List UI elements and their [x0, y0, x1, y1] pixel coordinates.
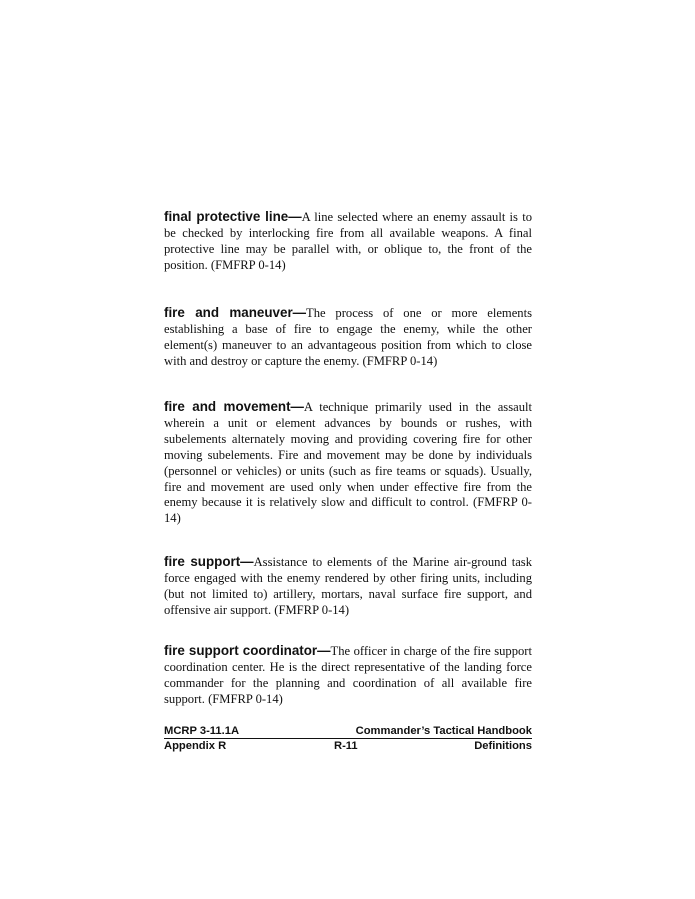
handbook-title: Commander’s Tactical Handbook: [355, 725, 532, 737]
definition-text: A line selected where an enemy assault is to be checked by interlocking fire from all available weapons. A final protective line may be parallel with, or oblique to, the front of the position. (FMFRP 0-14): [164, 210, 532, 272]
page-footer: [164, 724, 532, 753]
definition-term: fire and maneuver—: [164, 305, 307, 320]
footer-top-row: [164, 724, 532, 738]
footer-bottom-row: [164, 739, 532, 753]
definition-term: fire support—: [164, 554, 254, 569]
definition-entry: [164, 399, 532, 527]
definition-term: fire support coordinator—: [164, 643, 331, 658]
section-label: Definitions: [474, 740, 532, 752]
definition-entry: [164, 554, 532, 619]
definition-entry: [164, 209, 532, 274]
page-number: R-11: [334, 740, 358, 752]
definition-text: The officer in charge of the fire support coordination center. He is the direct representative of the landing force commander for the planning and coordination of all available fire support. (FMFRP 0-14): [164, 644, 532, 706]
definition-term: final protective line—: [164, 209, 302, 224]
definition-entry: [164, 643, 532, 708]
definition-text: A technique primarily used in the assault wherein a unit or element advances by bounds or rushes, with subelements alternately moving and providing covering fire for other moving subelements. Fire and movement may be done by individuals (personnel or vehicles) or units (such as fire teams or squads). Usually, fire and movement are used only when under effective fire from the enemy because it is relatively slow and difficult to control. (FMFRP 0-14): [164, 400, 532, 526]
definition-text: Assistance to elements of the Marine air-ground task force engaged with the enemy rendered by other firing units, including (but not limited to) artillery, mortars, naval surface fire support, and offensive air support. (FMFRP 0-14): [164, 555, 532, 617]
publication-number: MCRP 3-11.1A: [164, 725, 240, 737]
definition-term: fire and movement—: [164, 399, 304, 414]
definition-text: The process of one or more elements establishing a base of fire to engage the enemy, while the other element(s) maneuver to an advantageous position from which to close with and destroy or capture the enemy. (FMFRP 0-14): [164, 306, 532, 368]
appendix-label: Appendix R: [164, 740, 227, 752]
definition-entry: [164, 305, 532, 370]
